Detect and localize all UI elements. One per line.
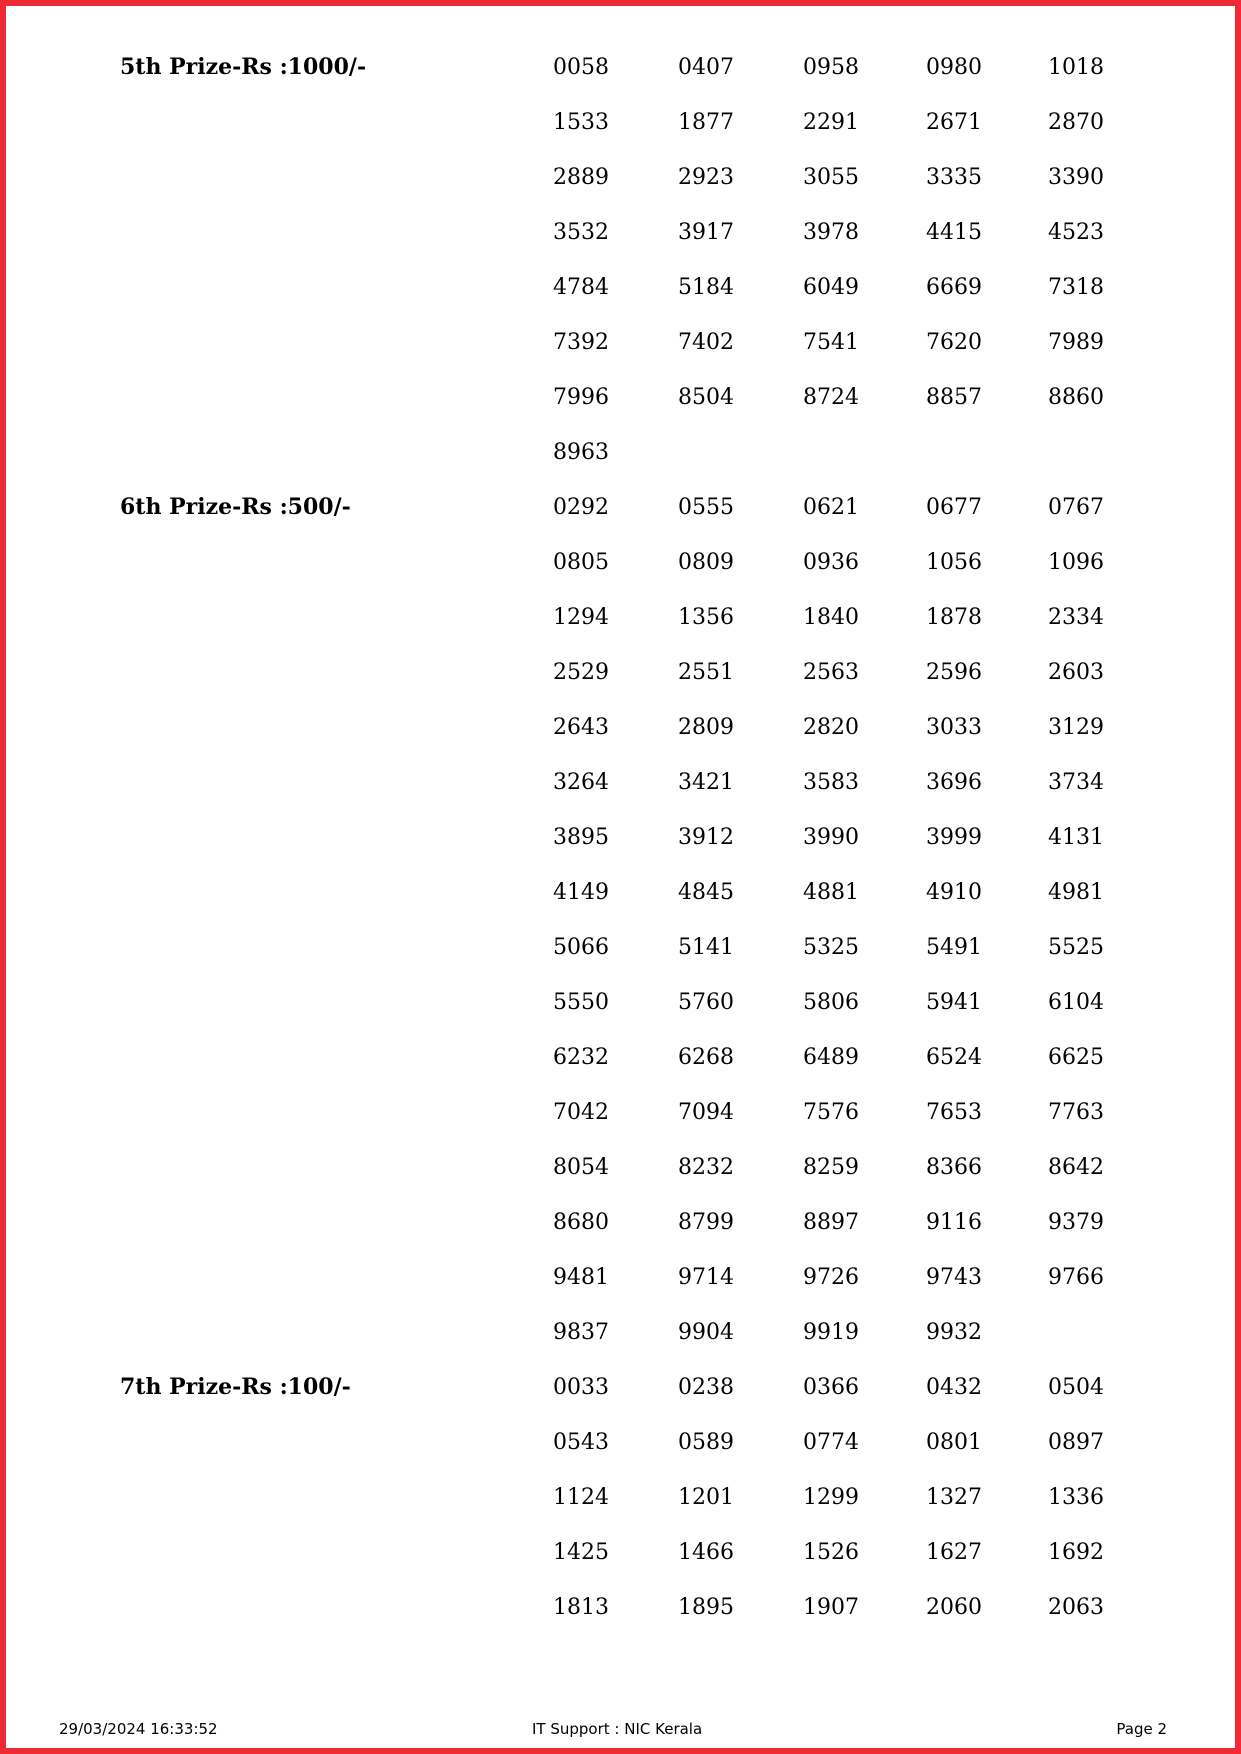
winning-number: 5066 <box>553 935 609 960</box>
winning-number: 0897 <box>1048 1430 1104 1455</box>
winning-number: 1356 <box>678 605 734 630</box>
winning-number: 1907 <box>803 1595 859 1620</box>
winning-number: 3264 <box>553 770 609 795</box>
winning-number: 5325 <box>803 935 859 960</box>
winning-number: 7541 <box>803 330 859 355</box>
winning-number: 1327 <box>926 1485 982 1510</box>
winning-number: 0589 <box>678 1430 734 1455</box>
winning-number: 3421 <box>678 770 734 795</box>
winning-number: 8897 <box>803 1210 859 1235</box>
winning-number: 0809 <box>678 550 734 575</box>
winning-numbers-grid <box>553 480 1235 1360</box>
winning-number: 7763 <box>1048 1100 1104 1125</box>
winning-number: 0366 <box>803 1375 859 1400</box>
winning-number: 1018 <box>1048 55 1104 80</box>
winning-number: 1096 <box>1048 550 1104 575</box>
winning-number: 0543 <box>553 1430 609 1455</box>
winning-number: 1124 <box>553 1485 609 1510</box>
winning-number: 8504 <box>678 385 734 410</box>
winning-number: 2063 <box>1048 1595 1104 1620</box>
prize-title: 7th Prize-Rs :100/- <box>120 1374 351 1400</box>
prize-title: 6th Prize-Rs :500/- <box>120 494 351 520</box>
winning-number: 3978 <box>803 220 859 245</box>
winning-number: 1533 <box>553 110 609 135</box>
winning-number: 5941 <box>926 990 982 1015</box>
winning-number: 1840 <box>803 605 859 630</box>
winning-number: 4523 <box>1048 220 1104 245</box>
winning-number: 9481 <box>553 1265 609 1290</box>
winning-number: 8642 <box>1048 1155 1104 1180</box>
winning-number: 3990 <box>803 825 859 850</box>
winning-number: 7042 <box>553 1100 609 1125</box>
winning-number: 2809 <box>678 715 734 740</box>
winning-number: 1056 <box>926 550 982 575</box>
winning-number: 8860 <box>1048 385 1104 410</box>
winning-number: 4845 <box>678 880 734 905</box>
winning-number: 9726 <box>803 1265 859 1290</box>
winning-number: 0621 <box>803 495 859 520</box>
winning-number: 0058 <box>553 55 609 80</box>
winning-number: 3583 <box>803 770 859 795</box>
winning-number: 3895 <box>553 825 609 850</box>
winning-number: 9743 <box>926 1265 982 1290</box>
winning-number: 9837 <box>553 1320 609 1345</box>
winning-number: 6524 <box>926 1045 982 1070</box>
winning-number: 3055 <box>803 165 859 190</box>
winning-number: 2889 <box>553 165 609 190</box>
page-footer <box>6 1720 1235 1740</box>
winning-number: 7653 <box>926 1100 982 1125</box>
winning-number: 1813 <box>553 1595 609 1620</box>
winning-numbers-grid <box>553 40 1235 480</box>
winning-number: 9379 <box>1048 1210 1104 1235</box>
winning-number: 2671 <box>926 110 982 135</box>
winning-number: 7996 <box>553 385 609 410</box>
winning-number: 6104 <box>1048 990 1104 1015</box>
winning-number: 7094 <box>678 1100 734 1125</box>
winning-number: 3390 <box>1048 165 1104 190</box>
winning-number: 0767 <box>1048 495 1104 520</box>
winning-number: 7318 <box>1048 275 1104 300</box>
winning-number: 1299 <box>803 1485 859 1510</box>
winning-number: 5760 <box>678 990 734 1015</box>
winning-number: 2870 <box>1048 110 1104 135</box>
winning-number: 4881 <box>803 880 859 905</box>
winning-number: 1878 <box>926 605 982 630</box>
winning-number: 6268 <box>678 1045 734 1070</box>
winning-number: 0292 <box>553 495 609 520</box>
prize-section <box>6 1360 1235 1635</box>
winning-number: 1627 <box>926 1540 982 1565</box>
winning-number: 4910 <box>926 880 982 905</box>
winning-number: 4149 <box>553 880 609 905</box>
winning-number: 2820 <box>803 715 859 740</box>
winning-number: 1466 <box>678 1540 734 1565</box>
winning-number: 4131 <box>1048 825 1104 850</box>
winning-number: 8963 <box>553 440 609 465</box>
winning-number: 4981 <box>1048 880 1104 905</box>
winning-number: 7989 <box>1048 330 1104 355</box>
winning-number: 1201 <box>678 1485 734 1510</box>
winning-number: 4784 <box>553 275 609 300</box>
winning-number: 9116 <box>926 1210 982 1235</box>
winning-number: 2291 <box>803 110 859 135</box>
winning-number: 2551 <box>678 660 734 685</box>
winning-number: 2923 <box>678 165 734 190</box>
winning-number: 8857 <box>926 385 982 410</box>
winning-number: 3129 <box>1048 715 1104 740</box>
winning-number: 2563 <box>803 660 859 685</box>
winning-number: 1336 <box>1048 1485 1104 1510</box>
winning-number: 8232 <box>678 1155 734 1180</box>
winning-number: 4415 <box>926 220 982 245</box>
winning-number: 5184 <box>678 275 734 300</box>
winning-number: 7402 <box>678 330 734 355</box>
winning-number: 2060 <box>926 1595 982 1620</box>
winning-number: 1692 <box>1048 1540 1104 1565</box>
winning-number: 9904 <box>678 1320 734 1345</box>
winning-number: 3999 <box>926 825 982 850</box>
winning-number: 1526 <box>803 1540 859 1565</box>
winning-number: 5525 <box>1048 935 1104 960</box>
winning-number: 0432 <box>926 1375 982 1400</box>
winning-number: 7392 <box>553 330 609 355</box>
prize-section <box>6 6 1235 480</box>
winning-number: 6232 <box>553 1045 609 1070</box>
winning-number: 8259 <box>803 1155 859 1180</box>
winning-number: 6489 <box>803 1045 859 1070</box>
prize-list <box>6 6 1235 1635</box>
winning-number: 3912 <box>678 825 734 850</box>
winning-number: 0504 <box>1048 1375 1104 1400</box>
winning-number: 2643 <box>553 715 609 740</box>
winning-number: 3335 <box>926 165 982 190</box>
winning-number: 5550 <box>553 990 609 1015</box>
winning-number: 9932 <box>926 1320 982 1345</box>
winning-number: 8799 <box>678 1210 734 1235</box>
winning-number: 9919 <box>803 1320 859 1345</box>
winning-number: 8054 <box>553 1155 609 1180</box>
winning-number: 5806 <box>803 990 859 1015</box>
winning-number: 3532 <box>553 220 609 245</box>
winning-number: 5141 <box>678 935 734 960</box>
winning-number: 3917 <box>678 220 734 245</box>
winning-number: 3696 <box>926 770 982 795</box>
winning-number: 2529 <box>553 660 609 685</box>
winning-number: 0555 <box>678 495 734 520</box>
winning-number: 1877 <box>678 110 734 135</box>
winning-number: 6049 <box>803 275 859 300</box>
footer-support: IT Support : NIC Kerala <box>532 1720 703 1738</box>
winning-number: 0677 <box>926 495 982 520</box>
winning-number: 1425 <box>553 1540 609 1565</box>
winning-number: 5491 <box>926 935 982 960</box>
footer-page-number: Page 2 <box>1116 1720 1167 1738</box>
winning-number: 0958 <box>803 55 859 80</box>
winning-number: 0033 <box>553 1375 609 1400</box>
winning-number: 9766 <box>1048 1265 1104 1290</box>
winning-number: 0980 <box>926 55 982 80</box>
winning-numbers-grid <box>553 1360 1235 1635</box>
winning-number: 0407 <box>678 55 734 80</box>
winning-number: 6669 <box>926 275 982 300</box>
winning-number: 8680 <box>553 1210 609 1235</box>
winning-number: 7576 <box>803 1100 859 1125</box>
winning-number: 3734 <box>1048 770 1104 795</box>
winning-number: 0801 <box>926 1430 982 1455</box>
prize-section <box>6 480 1235 1360</box>
winning-number: 2334 <box>1048 605 1104 630</box>
winning-number: 9714 <box>678 1265 734 1290</box>
winning-number: 0936 <box>803 550 859 575</box>
winning-number: 1895 <box>678 1595 734 1620</box>
winning-number: 0774 <box>803 1430 859 1455</box>
winning-number: 1294 <box>553 605 609 630</box>
winning-number: 8724 <box>803 385 859 410</box>
footer-timestamp: 29/03/2024 16:33:52 <box>59 1720 218 1738</box>
prize-title: 5th Prize-Rs :1000/- <box>120 54 367 80</box>
winning-number: 6625 <box>1048 1045 1104 1070</box>
winning-number: 3033 <box>926 715 982 740</box>
winning-number: 2603 <box>1048 660 1104 685</box>
winning-number: 2596 <box>926 660 982 685</box>
winning-number: 0805 <box>553 550 609 575</box>
winning-number: 0238 <box>678 1375 734 1400</box>
winning-number: 7620 <box>926 330 982 355</box>
winning-number: 8366 <box>926 1155 982 1180</box>
